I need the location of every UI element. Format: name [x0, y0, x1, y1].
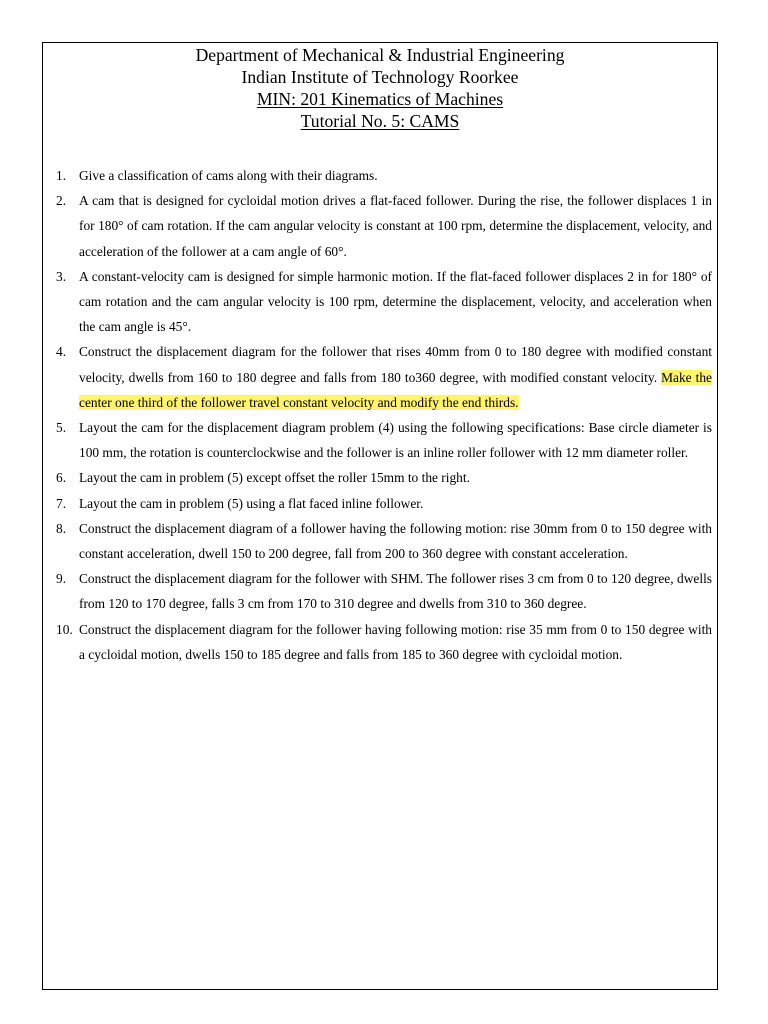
course-title: MIN: 201 Kinematics of Machines	[256, 89, 504, 109]
question-list	[56, 163, 712, 667]
question-text: Layout the cam in problem (5) except offset the roller 15mm to the right.	[79, 470, 470, 486]
question-item-5	[56, 415, 712, 465]
question-item-8	[56, 516, 712, 566]
question-number: 5.	[56, 420, 67, 436]
institute-name: Indian Institute of Technology Roorkee	[241, 67, 519, 87]
department-name: Department of Mechanical & Industrial Engineering	[195, 45, 565, 65]
question-text: Layout the cam in problem (5) using a flat faced inline follower.	[79, 495, 424, 511]
question-text: A constant-velocity cam is designed for simple harmonic motion. If the flat-faced follower displaces 2 in for 180° of cam rotation and the cam angular velocity is 100 rpm, determine the displacement, velocity, and acceleration when the cam angle is 45°.	[79, 268, 712, 335]
question-text: Construct the displacement diagram for the follower that rises 40mm from 0 to 180 degree with modified constant velocity, dwells from 160 to 180 degree and falls from 180 to360 degree, with modified constant velocity.	[79, 344, 712, 385]
question-number: 6.	[56, 470, 67, 486]
question-text: Give a classification of cams along with their diagrams.	[79, 168, 378, 183]
question-item-4	[56, 339, 712, 415]
question-item-1	[56, 163, 712, 188]
document-header	[42, 44, 718, 132]
question-text: Construct the displacement diagram for the follower with SHM. The follower rises 3 cm from 0 to 120 degree, dwells from 120 to 170 degree, falls 3 cm from 170 to 310 degree and dwells from 310 to 360 degree.	[79, 571, 712, 612]
tutorial-title: Tutorial No. 5: CAMS	[300, 111, 460, 131]
question-item-2	[56, 188, 712, 264]
question-item-9	[56, 566, 712, 616]
question-number: 4.	[56, 344, 67, 360]
highlighted-text: Make the center one third of the follower travel constant velocity and modify the end thirds.	[79, 369, 712, 410]
question-text: A cam that is designed for cycloidal motion drives a flat-faced follower. During the rise, the follower displaces 1 in for 180° of cam rotation. If the cam angular velocity is constant at 100 rpm, determine the displacement, velocity, and acceleration of the follower at a cam angle of 60°.	[79, 193, 712, 259]
question-text: Construct the displacement diagram for the follower having following motion: rise 35 mm from 0 to 150 degree with a cycloidal motion, dwells 150 to 185 degree and falls from 185 to 360 degree with cycloidal motion.	[79, 621, 712, 662]
question-text: Construct the displacement diagram of a follower having the following motion: rise 30mm from 0 to 150 degree with constant acceleration, dwell 150 to 200 degree, fall from 200 to 360 degree with constant acceleration.	[79, 520, 712, 562]
question-item-7	[56, 491, 712, 516]
question-number: 9.	[56, 571, 67, 587]
question-item-3	[56, 264, 712, 340]
question-item-10	[56, 617, 712, 667]
question-number: 1.	[56, 168, 67, 183]
question-number: 7.	[56, 495, 67, 511]
question-item-6	[56, 465, 712, 490]
question-text: Layout the cam for the displacement diagram problem (4) using the following specifications: Base circle diameter is 100 mm, the rotation is counterclockwise and the follower is an inline roller follower with 12 mm diameter roller.	[79, 420, 712, 461]
question-number: 8.	[56, 520, 67, 536]
question-number: 2.	[56, 193, 67, 209]
question-number: 10.	[56, 621, 73, 637]
question-number: 3.	[56, 268, 67, 284]
